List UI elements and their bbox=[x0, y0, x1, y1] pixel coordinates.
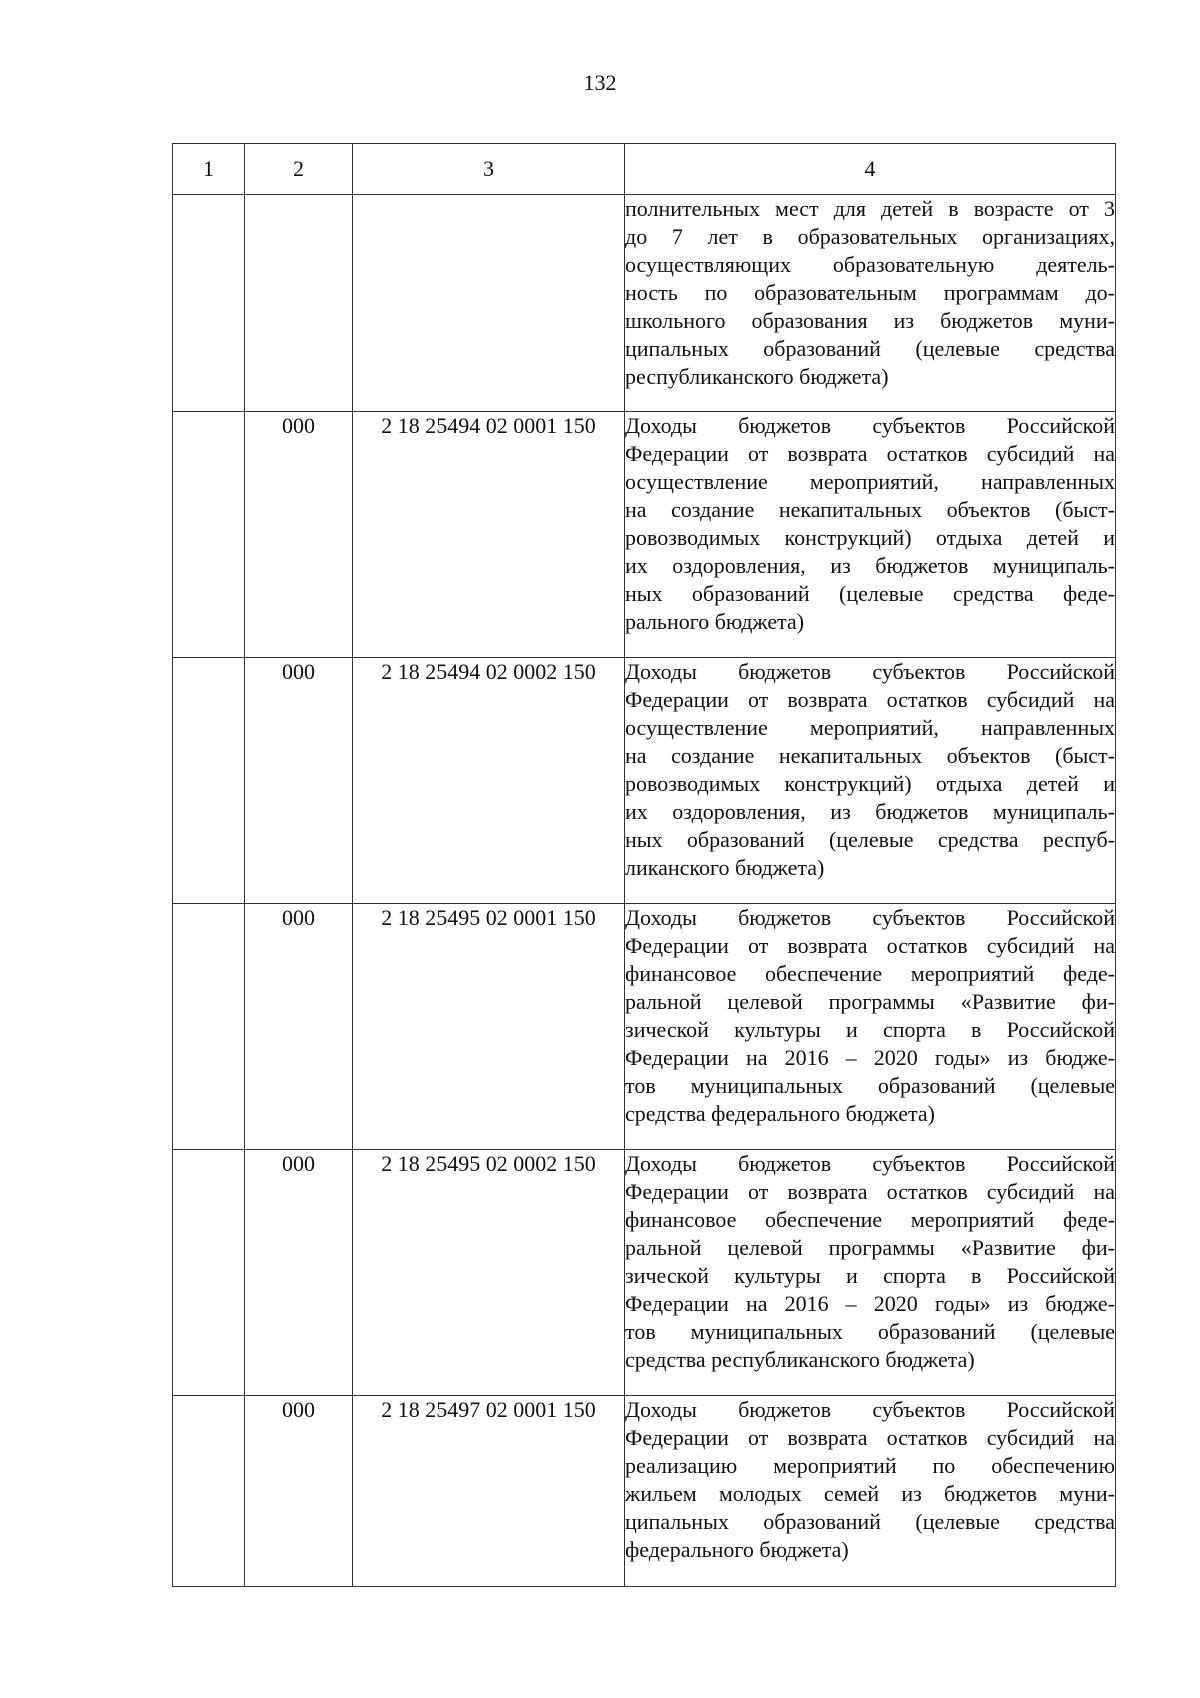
cell-col-1 bbox=[173, 1396, 245, 1587]
description-line: осуществление мероприятий, направленных bbox=[625, 715, 1115, 740]
table-row bbox=[173, 195, 1116, 412]
description-line: тов муниципальных образований (целевые bbox=[625, 1073, 1115, 1098]
description-line: Доходы бюджетов субъектов Российской bbox=[625, 1397, 1115, 1422]
description-line: рального бюджета) bbox=[625, 609, 805, 634]
description-line: ных образований (целевые средства феде- bbox=[625, 581, 1115, 606]
description-line: Доходы бюджетов субъектов Российской bbox=[625, 659, 1115, 684]
cell-description bbox=[625, 904, 1116, 1150]
description-line: Федерации от возврата остатков субсидий на bbox=[625, 1179, 1115, 1204]
description-line: тов муниципальных образований (целевые bbox=[625, 1319, 1115, 1344]
cell-kbk-code: 2 18 25494 02 0002 150 bbox=[353, 658, 625, 904]
description-line: Федерации от возврата остатков субсидий на bbox=[625, 687, 1115, 712]
description-line: Федерации на 2016 – 2020 годы» из бюдже- bbox=[625, 1291, 1115, 1316]
description-line: финансовое обеспечение мероприятий феде- bbox=[625, 1207, 1115, 1232]
cell-col-1 bbox=[173, 904, 245, 1150]
cell-description bbox=[625, 658, 1116, 904]
description-line: ровозводимых конструкций) отдыха детей и bbox=[625, 771, 1115, 796]
description-line: Федерации от возврата остатков субсидий на bbox=[625, 441, 1115, 466]
description-line: осуществляющих образовательную деятель- bbox=[625, 252, 1115, 277]
description-line: на создание некапитальных объектов (быст- bbox=[625, 743, 1115, 768]
description-line: жильем молодых семей из бюджетов муни- bbox=[625, 1481, 1115, 1506]
cell-description bbox=[625, 195, 1116, 412]
description-line: на создание некапитальных объектов (быст- bbox=[625, 497, 1115, 522]
cell-description bbox=[625, 1150, 1116, 1396]
cell-kbk-code: 2 18 25495 02 0001 150 bbox=[353, 904, 625, 1150]
cell-admin-code: 000 bbox=[245, 904, 353, 1150]
description-line: их оздоровления, из бюджетов муниципаль- bbox=[625, 799, 1115, 824]
header-col-1: 1 bbox=[173, 144, 245, 195]
description-line: зической культуры и спорта в Российской bbox=[625, 1263, 1115, 1288]
cell-admin-code: 000 bbox=[245, 658, 353, 904]
description-line: ципальных образований (целевые средства bbox=[625, 1509, 1115, 1534]
header-col-4: 4 bbox=[625, 144, 1116, 195]
description-line: Федерации на 2016 – 2020 годы» из бюдже- bbox=[625, 1045, 1115, 1070]
table-row bbox=[173, 412, 1116, 658]
description-line: реализацию мероприятий по обеспечению bbox=[625, 1453, 1115, 1478]
description-line: ликанского бюджета) bbox=[625, 855, 825, 880]
description-line: Федерации от возврата остатков субсидий на bbox=[625, 1425, 1115, 1450]
description-line: ровозводимых конструкций) отдыха детей и bbox=[625, 525, 1115, 550]
header-col-3: 3 bbox=[353, 144, 625, 195]
description-line: полнительных мест для детей в возрасте от 3 bbox=[625, 196, 1115, 221]
table-row bbox=[173, 1150, 1116, 1396]
header-col-2: 2 bbox=[245, 144, 353, 195]
description-line: ципальных образований (целевые средства bbox=[625, 336, 1115, 361]
cell-admin-code: 000 bbox=[245, 1396, 353, 1587]
table-row bbox=[173, 658, 1116, 904]
description-line: средства федерального бюджета) bbox=[625, 1101, 935, 1126]
cell-col-1 bbox=[173, 412, 245, 658]
cell-description bbox=[625, 412, 1116, 658]
cell-kbk-code: 2 18 25497 02 0001 150 bbox=[353, 1396, 625, 1587]
cell-col-1 bbox=[173, 1150, 245, 1396]
description-line: Федерации от возврата остатков субсидий на bbox=[625, 933, 1115, 958]
cell-admin-code: 000 bbox=[245, 412, 353, 658]
header-row bbox=[173, 144, 1116, 195]
description-line: финансовое обеспечение мероприятий феде- bbox=[625, 961, 1115, 986]
cell-admin-code bbox=[245, 195, 353, 412]
description-line: ных образований (целевые средства респуб- bbox=[625, 827, 1115, 852]
table-row bbox=[173, 1396, 1116, 1587]
budget-classification-table bbox=[172, 143, 1116, 1587]
cell-admin-code: 000 bbox=[245, 1150, 353, 1396]
cell-col-1 bbox=[173, 195, 245, 412]
description-line: республиканского бюджета) bbox=[625, 364, 889, 389]
description-line: ность по образовательным программам до- bbox=[625, 280, 1115, 305]
description-line: осуществление мероприятий, направленных bbox=[625, 469, 1115, 494]
cell-description bbox=[625, 1396, 1116, 1587]
description-line: Доходы бюджетов субъектов Российской bbox=[625, 413, 1115, 438]
cell-kbk-code bbox=[353, 195, 625, 412]
description-line: зической культуры и спорта в Российской bbox=[625, 1017, 1115, 1042]
description-line: ральной целевой программы «Развитие фи- bbox=[625, 1235, 1115, 1260]
description-line: школьного образования из бюджетов муни- bbox=[625, 308, 1115, 333]
table-row bbox=[173, 904, 1116, 1150]
description-line: Доходы бюджетов субъектов Российской bbox=[625, 905, 1115, 930]
description-line: до 7 лет в образовательных организациях, bbox=[625, 224, 1115, 249]
description-line: федерального бюджета) bbox=[625, 1537, 849, 1562]
cell-kbk-code: 2 18 25494 02 0001 150 bbox=[353, 412, 625, 658]
description-line: их оздоровления, из бюджетов муниципаль- bbox=[625, 553, 1115, 578]
page-number: 132 bbox=[583, 70, 617, 95]
description-line: Доходы бюджетов субъектов Российской bbox=[625, 1151, 1115, 1176]
cell-col-1 bbox=[173, 658, 245, 904]
description-line: ральной целевой программы «Развитие фи- bbox=[625, 989, 1115, 1014]
description-line: средства республиканского бюджета) bbox=[625, 1347, 975, 1372]
cell-kbk-code: 2 18 25495 02 0002 150 bbox=[353, 1150, 625, 1396]
